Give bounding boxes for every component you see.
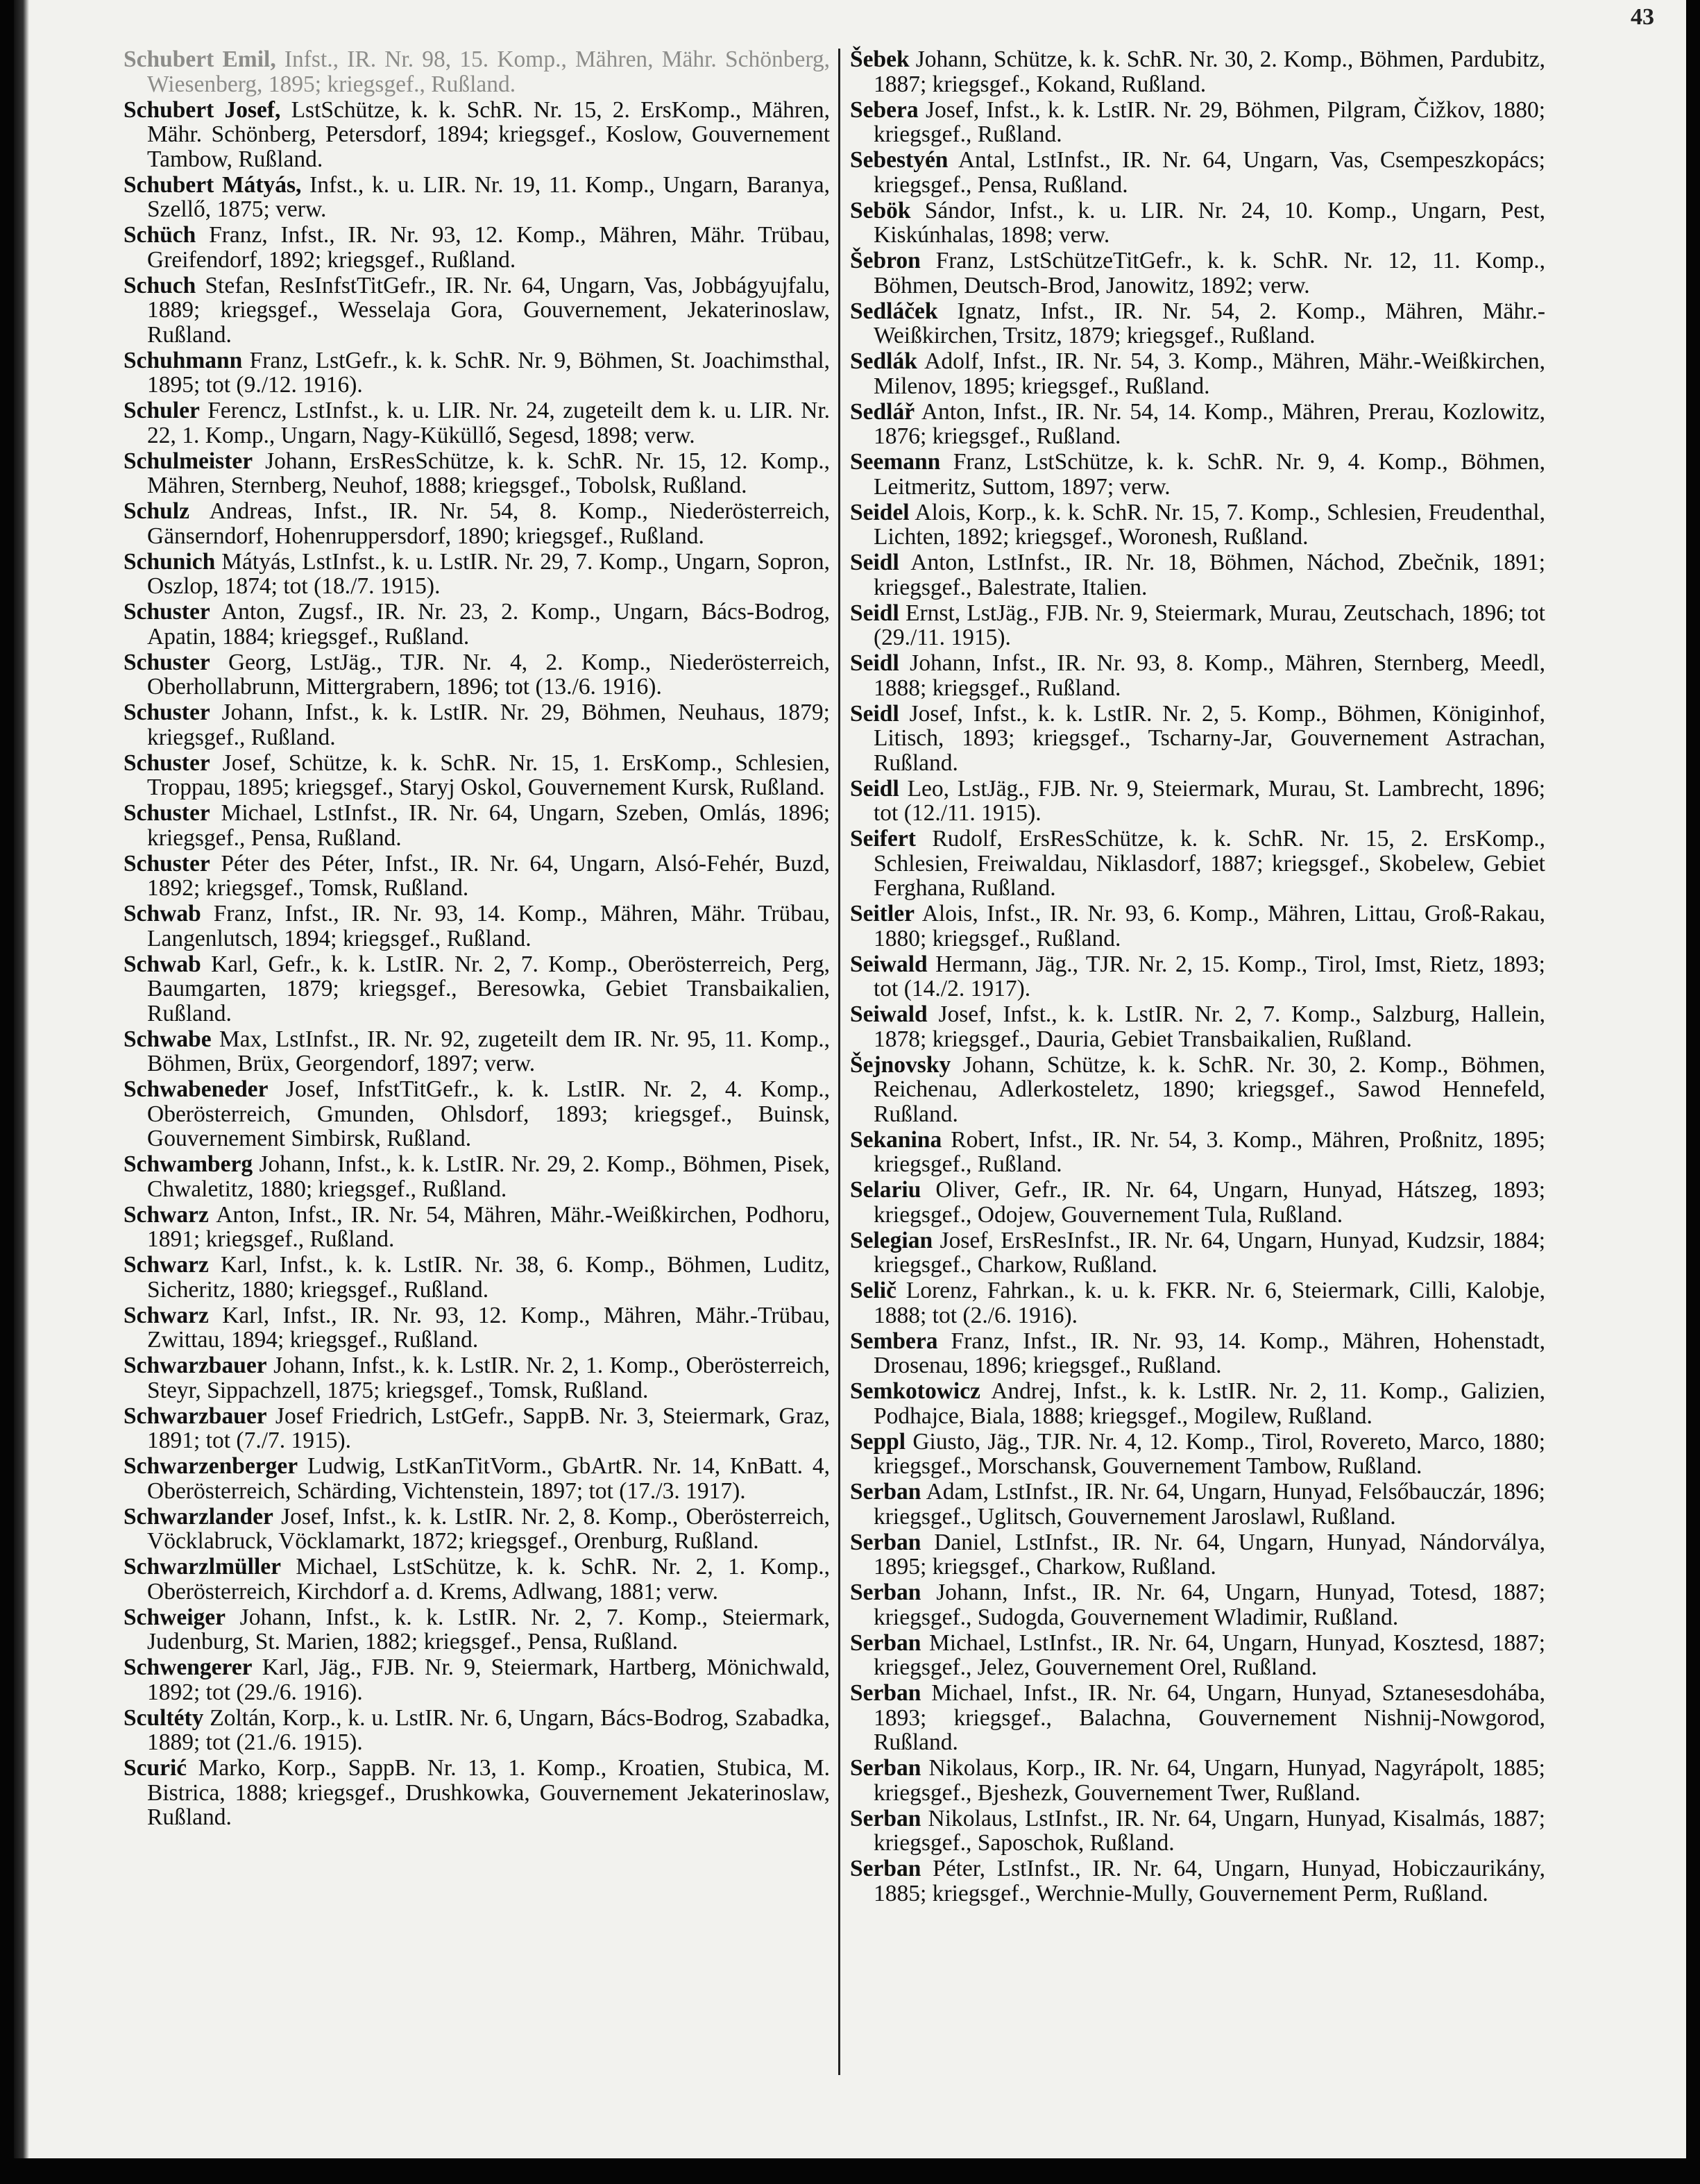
entry-surname: Schuhmann [124,347,243,373]
entry-details: Franz, Infst., IR. Nr. 93, 12. Komp., Mähren, Mähr. Trübau, Greifendorf, 1892; kriegsgef., Rußland. [147,222,830,273]
entry-surname: Schwamberg [124,1151,253,1177]
register-entry [124,600,830,649]
entry-surname: Sebera [850,96,919,123]
entry-surname: Schwarzlander [124,1503,273,1530]
register-entry [124,1454,830,1503]
entry-details: Johann, Infst., k. k. LstIR. Nr. 29, 2. Komp., Böhmen, Pisek, Chwaletitz, 1880; kriegsgef., Rußland. [147,1151,831,1202]
register-entry [124,348,830,398]
page-edge-shadow [14,0,29,2158]
entry-surname: Seidl [850,550,899,575]
entry-surname: Serban [850,1479,921,1505]
register-entry [850,1329,1545,1378]
entry-surname: Serban [850,1680,921,1706]
entry-details: Johann, Infst., IR. Nr. 64, Ungarn, Hunyad, Totesd, 1887; kriegsgef., Sudogda, Gouvernement Wladimir, Rußland. [874,1580,1546,1630]
entry-surname: Seemann [850,449,941,475]
entry-details: Daniel, LstInfst., IR. Nr. 64, Ungarn, Hunyad, Nándorválya, 1895; kriegsgef., Charkow, Rußland. [874,1529,1545,1580]
register-entry [850,1530,1545,1580]
entry-details: Leo, LstJäg., FJB. Nr. 9, Steiermark, Murau, St. Lambrecht, 1896; tot (12./11. 1915). [874,775,1545,826]
entry-details: Franz, Infst., IR. Nr. 93, 14. Komp., Mähren, Hohenstadt, Drosenau, 1896; kriegsgef., Rußland. [874,1328,1545,1378]
register-entry [124,550,830,599]
entry-details: Péter des Péter, Infst., IR. Nr. 64, Ungarn, Alsó-Fehér, Buzd, 1892; kriegsgef., Tomsk, Rußland. [147,850,831,901]
register-entry [850,148,1545,197]
entry-details: Michael, LstSchütze, k. k. SchR. Nr. 2, 1. Komp., Oberösterreich, Kirchdorf a. d. Krems, Adlwang, 1881; verw. [147,1554,830,1605]
entry-details: Max, LstInfst., IR. Nr. 92, zugeteilt dem IR. Nr. 95, 11. Komp., Böhmen, Brüx, Georgendorf, 1897; verw. [147,1026,831,1076]
entry-details: Nikolaus, LstInfst., IR. Nr. 64, Ungarn, Hunyad, Kisalmás, 1887; kriegsgef., Saposchok, Rußland. [874,1805,1545,1856]
register-entry [850,299,1545,348]
entry-surname: Schwab [124,901,201,926]
entry-details: Marko, Korp., SappB. Nr. 13, 1. Komp., Kroatien, Stubica, M. Bistrica, 1888; kriegsgef., Drushkowka, Gouvernement Jekaterinoslaw, Rußland. [147,1755,830,1830]
entry-surname: Seitler [850,901,915,926]
entry-details: Josef, Infst., k. k. LstIR. Nr. 29, Böhmen, Pilgram, Čižkov, 1880; kriegsgef., Rußland. [874,96,1546,147]
entry-details: Nikolaus, Korp., IR. Nr. 64, Ungarn, Hunyad, Nagyrápolt, 1885; kriegsgef., Bjeshezk, Gouvernement Twer, Rußland. [874,1755,1545,1806]
entry-details: Karl, Gefr., k. k. LstIR. Nr. 2, 7. Komp., Oberösterreich, Perg, Baumgarten, 1879; kriegsgef., Beresowka, Gebiet Transbaikalien, Rußland. [147,951,830,1026]
entry-surname: Šejnovsky [850,1051,951,1078]
entry-surname: Selariu [850,1177,921,1203]
entry-details: Franz, LstSchütze, k. k. SchR. Nr. 9, 4. Komp., Böhmen, Leitmeritz, Suttom, 1897; verw. [874,449,1546,500]
register-entry [850,901,1545,951]
entry-details: Andreas, Infst., IR. Nr. 54, 8. Komp., Niederösterreich, Gänserndorf, Hohenruppersdorf, 1890; kriegsgef., Rußland. [147,498,830,549]
register-entry [850,550,1545,600]
register-entry [124,449,830,498]
register-entry [124,1027,830,1076]
entry-details: Karl, Infst., k. k. LstIR. Nr. 38, 6. Komp., Böhmen, Luditz, Sicheritz, 1880; kriegsgef., Rußland. [147,1252,830,1303]
register-entry [850,601,1545,650]
register-entry [124,952,830,1026]
entry-surname: Seiwald [850,951,928,977]
entry-details: Josef, ErsResInfst., IR. Nr. 64, Ungarn, Hunyad, Kudzsir, 1884; kriegsgef., Charkow, Rußland. [874,1227,1546,1278]
entry-details: Zoltán, Korp., k. u. LstIR. Nr. 6, Ungarn, Bács-Bodrog, Szabadka, 1889; tot (21./6. 1915). [147,1704,831,1755]
entry-surname: Schwabe [124,1026,212,1052]
entry-surname: Schuster [124,850,210,877]
entry-details: Mátyás, LstInfst., k. u. LstIR. Nr. 29, 7. Komp., Ungarn, Sopron, Oszlop, 1874; tot (18./7. 1915). [147,548,830,599]
register-entry [124,1152,830,1201]
register-entry [124,398,830,448]
register-entry [850,400,1545,449]
entry-details: Michael, LstInfst., IR. Nr. 64, Ungarn, Hunyad, Kosztesd, 1887; kriegsgef., Jelez, Gouvernement Orel, Rußland. [874,1629,1546,1680]
entry-details: Johann, Schütze, k. k. SchR. Nr. 30, 2. Komp., Böhmen, Reichenau, Adlerkosteletz, 1890; kriegsgef., Sawod Hennefeld, Rußland. [874,1051,1546,1127]
entry-surname: Šebek [850,46,910,72]
entry-surname: Schweiger [124,1604,226,1630]
entry-surname: Serban [850,1529,921,1555]
register-entry [124,273,830,348]
entry-details: Alois, Korp., k. k. SchR. Nr. 15, 7. Komp., Schlesien, Freudenthal, Lichten, 1892; kriegsgef., Woronesh, Rußland. [874,499,1545,550]
register-entry [850,651,1545,700]
entry-details: Josef, Infst., k. k. LstIR. Nr. 2, 7. Komp., Salzburg, Hallein, 1878; kriegsgef., Dauria, Gebiet Transbaikalien, Rußland. [874,1001,1545,1052]
entry-details: Johann, Schütze, k. k. SchR. Nr. 30, 2. Komp., Böhmen, Pardubitz, 1887; kriegsgef., Kokand, Rußland. [874,46,1545,97]
register-entry [850,1430,1545,1479]
entry-surname: Sedlák [850,348,917,374]
entry-surname: Serban [850,1755,921,1781]
entry-details: Giusto, Jäg., TJR. Nr. 4, 12. Komp., Tirol, Rovereto, Marco, 1880; kriegsgef., Morschansk, Gouvernement Tambow, Rußland. [874,1428,1546,1479]
entry-details: Franz, LstGefr., k. k. SchR. Nr. 9, Böhmen, St. Joachimsthal, 1895; tot (9./12. 1916). [147,347,830,398]
entry-details: Ludwig, LstKanTitVorm., GbArtR. Nr. 14, KnBatt. 4, Oberösterreich, Schärding, Vichtenstein, 1897; tot (17./3. 1917). [147,1453,830,1504]
right-column [850,47,1545,1907]
register-entry [124,1077,830,1151]
entry-details: Anton, Zugsf., IR. Nr. 23, 2. Komp., Ungarn, Bács-Bodrog, Apatin, 1884; kriegsgef., Rußland. [147,599,830,650]
register-entry [124,650,830,700]
entry-surname: Schuler [124,398,200,423]
register-entry [124,173,830,222]
entry-details: Rudolf, ErsResSchütze, k. k. SchR. Nr. 15, 2. ErsKomp., Schlesien, Freiwaldau, Niklasdorf, 1887; kriegsgef., Skobelew, Gebiet Ferghana, Rußland. [874,826,1546,901]
register-entry [124,751,830,800]
entry-surname: Serban [850,1856,921,1881]
entry-details: Alois, Infst., IR. Nr. 93, 6. Komp., Mähren, Littau, Groß-Rakau, 1880; kriegsgef., Rußland. [874,901,1545,951]
register-entry [850,1379,1545,1428]
entry-details: Johann, Infst., k. k. LstIR. Nr. 2, 1. Komp., Oberösterreich, Steyr, Sippachzell, 1875; kriegsgef., Tomsk, Rußland. [147,1353,831,1403]
register-entry [124,1706,830,1755]
entry-surname: Selegian [850,1227,933,1253]
entry-surname: Scultéty [124,1704,204,1731]
entry-details: Adam, LstInfst., IR. Nr. 64, Ungarn, Hunyad, Felsőbauczár, 1896; kriegsgef., Uglitsch, Gouvernement Jaroslawl, Rußland. [874,1479,1545,1530]
entry-surname: Schuster [124,649,210,675]
register-entry [850,702,1545,776]
entry-surname: Schwarz [124,1302,209,1328]
register-entry [124,1353,830,1403]
register-entry [850,1756,1545,1805]
left-column [124,47,830,1831]
entry-details: Johann, Infst., k. k. LstIR. Nr. 2, 7. Komp., Steiermark, Judenburg, St. Marien, 1882; kriegsgef., Pensa, Rußland. [147,1604,831,1654]
entry-surname: Seppl [850,1428,906,1455]
entry-surname: Serban [850,1805,921,1831]
register-entry [850,1856,1545,1906]
register-entry [850,500,1545,550]
register-entry [124,47,830,96]
entry-surname: Sebestyén [850,147,949,173]
entry-surname: Schwarzbauer [124,1353,267,1378]
entry-surname: Schwarz [124,1252,209,1278]
entry-surname: Seidl [850,650,899,676]
entry-details: Michael, Infst., IR. Nr. 64, Ungarn, Hunyad, Sztanesesdohába, 1893; kriegsgef., Balachna, Gouvernement Nishnij-Nowgorod, Rußland. [874,1680,1546,1755]
entry-details: Josef Friedrich, LstGefr., SappB. Nr. 3, Steiermark, Graz, 1891; tot (7./7. 1915). [147,1403,830,1453]
entry-surname: Schwarzenberger [124,1453,298,1479]
register-entry [124,901,830,951]
entry-details: Josef, Schütze, k. k. SchR. Nr. 15, 1. ErsKomp., Schlesien, Troppau, 1895; kriegsgef., Staryj Oskol, Gouvernement Kursk, Rußland. [147,750,830,800]
entry-surname: Sebök [850,197,911,223]
register-entry [124,1303,830,1353]
register-entry [850,1631,1545,1680]
register-entry [124,1253,830,1302]
entry-surname: Seidl [850,600,899,626]
register-entry [850,47,1545,96]
entry-details: Oliver, Gefr., IR. Nr. 64, Ungarn, Hunyad, Hátszeg, 1893; kriegsgef., Odojew, Gouvernement Tula, Rußland. [874,1177,1545,1228]
entry-surname: Schwarzlmüller [124,1554,282,1580]
entry-details: Hermann, Jäg., TJR. Nr. 2, 15. Komp., Tirol, Imst, Rietz, 1893; tot (14./2. 1917). [874,951,1545,1001]
register-entry [850,1480,1545,1529]
entry-details: Anton, Infst., IR. Nr. 54, 14. Komp., Mähren, Prerau, Kozlowitz, 1876; kriegsgef., Rußland. [874,398,1546,449]
entry-surname: Schwabeneder [124,1076,269,1102]
entry-details: Infst., k. u. LIR. Nr. 19, 11. Komp., Ungarn, Baranya, Szellő, 1875; verw. [147,171,830,222]
entry-surname: Schuster [124,800,210,826]
entry-surname: Schuch [124,272,196,298]
register-entry [850,1278,1545,1328]
entry-details: Johann, Infst., IR. Nr. 93, 8. Komp., Mähren, Sternberg, Meedl, 1888; kriegsgef., Rußland. [874,650,1545,701]
entry-surname: Schulmeister [124,448,253,474]
register-entry [850,1806,1545,1856]
document-page [14,0,1686,2158]
register-entry [124,1756,830,1830]
register-entry [124,223,830,272]
entry-details: Anton, LstInfst., IR. Nr. 18, Böhmen, Náchod, Zbečnik, 1891; kriegsgef., Balestrate, Italien. [874,550,1545,600]
register-entry [850,1128,1545,1177]
register-entry [850,1178,1545,1227]
entry-surname: Sembera [850,1328,938,1354]
entry-surname: Sedláček [850,298,938,324]
register-entry [124,1505,830,1554]
entry-surname: Seidl [850,700,899,727]
register-entry [124,1404,830,1453]
entry-details: Infst., IR. Nr. 98, 15. Komp., Mähren, Mähr. Schönberg, Wiesenberg, 1895; kriegsgef., Rußland. [147,46,831,97]
register-entry [124,801,830,850]
entry-surname: Semkotowicz [850,1378,980,1404]
entry-surname: Schubert Mátyás, [124,171,302,198]
entry-surname: Seidel [850,499,910,525]
entry-details: Karl, Infst., IR. Nr. 93, 12. Komp., Mähren, Mähr.-Trübau, Zwittau, 1894; kriegsgef., Rußland. [147,1302,831,1353]
entry-details: LstSchütze, k. k. SchR. Nr. 15, 2. ErsKomp., Mähren, Mähr. Schönberg, Petersdorf, 1894; kriegsgef., Koslow, Gouvernement Tambow, Rußland. [147,96,830,172]
register-entry [850,827,1545,901]
entry-details: Franz, Infst., IR. Nr. 93, 14. Komp., Mähren, Mähr. Trübau, Langenlutsch, 1894; kriegsgef., Rußland. [147,901,831,951]
entry-details: Lorenz, Fahrkan., k. u. k. FKR. Nr. 6, Steiermark, Cilli, Kalobje, 1888; tot (2./6. 1916). [874,1278,1546,1328]
entry-surname: Schulz [124,498,189,524]
entry-surname: Seidl [850,775,899,802]
entry-details: Josef, Infst., k. k. LstIR. Nr. 2, 8. Komp., Oberösterreich, Vöcklabruck, Vöcklamarkt, 1872; kriegsgef., Orenburg, Rußland. [147,1503,831,1554]
entry-details: Georg, LstJäg., TJR. Nr. 4, 2. Komp., Niederösterreich, Oberhollabrunn, Mittergrabern, 1896; tot (13./6. 1916). [147,649,831,700]
entry-surname: Schubert Josef, [124,96,281,123]
entry-details: Michael, LstInfst., IR. Nr. 64, Ungarn, Szeben, Omlás, 1896; kriegsgef., Pensa, Rußland. [147,800,831,851]
entry-surname: Schunich [124,548,216,575]
entry-details: Johann, Infst., k. k. LstIR. Nr. 29, Böhmen, Neuhaus, 1879; kriegsgef., Rußland. [147,700,830,750]
entry-details: Ignatz, Infst., IR. Nr. 54, 2. Komp., Mähren, Mähr.-Weißkirchen, Trsitz, 1879; kriegsgef., Rußland. [874,298,1545,348]
register-entry [124,700,830,750]
entry-details: Josef, Infst., k. k. LstIR. Nr. 2, 5. Komp., Böhmen, Königinhof, Litisch, 1893; kriegsgef., Tscharny-Jar, Gouvernement Astrachan, Rußland. [874,700,1546,776]
register-entry [124,852,830,901]
entry-surname: Schwab [124,951,201,977]
entry-details: Péter, LstInfst., IR. Nr. 64, Ungarn, Hunyad, Hobiczaurikány, 1885; kriegsgef., Werchnie-Mully, Gouvernement Perm, Rußland. [874,1856,1545,1906]
register-entry [850,98,1545,147]
register-entry [850,450,1545,499]
register-entry [850,1681,1545,1755]
entry-surname: Selič [850,1278,896,1303]
register-entry [124,1555,830,1604]
entry-surname: Schuster [124,750,210,776]
register-entry [850,248,1545,298]
register-entry [124,499,830,548]
register-entry [850,1228,1545,1278]
register-entry [124,1605,830,1654]
entry-surname: Serban [850,1629,921,1656]
register-entry [850,1580,1545,1629]
register-entry [850,1053,1545,1127]
entry-details: Karl, Jäg., FJB. Nr. 9, Steiermark, Hartberg, Mönichwald, 1892; tot (29./6. 1916). [147,1654,830,1705]
register-entry [850,1002,1545,1051]
entry-surname: Seifert [850,826,916,852]
register-entry [850,952,1545,1001]
entry-surname: Sekanina [850,1126,942,1153]
entry-surname: Schwarz [124,1201,209,1228]
entry-details: Ferencz, LstInfst., k. u. LIR. Nr. 24, zugeteilt dem k. u. LIR. Nr. 22, 1. Komp., Ungarn, Nagy-Küküllő, Segesd, 1898; verw. [147,398,830,448]
entry-surname: Seiwald [850,1001,928,1027]
entry-details: Adolf, Infst., IR. Nr. 54, 3. Komp., Mähren, Mähr.-Weißkirchen, Milenov, 1895; kriegsgef., Rußland. [874,348,1545,399]
entry-surname: Schuster [124,599,210,625]
entry-surname: Schwengerer [124,1654,253,1680]
entry-surname: Schwarzbauer [124,1403,267,1429]
register-entry [124,1203,830,1252]
register-entry [850,198,1545,248]
entry-details: Antal, LstInfst., IR. Nr. 64, Ungarn, Vas, Csempeszkopács; kriegsgef., Pensa, Rußland. [874,147,1545,198]
entry-surname: Schubert Emil, [124,46,276,72]
entry-details: Andrej, Infst., k. k. LstIR. Nr. 2, 11. Komp., Galizien, Podhajce, Biala, 1888; kriegsgef., Mogilew, Rußland. [874,1378,1545,1429]
entry-surname: Schuster [124,700,210,725]
entry-surname: Šebron [850,248,921,273]
entry-details: Ernst, LstJäg., FJB. Nr. 9, Steiermark, Murau, Zeutschach, 1896; tot (29./11. 1915). [874,600,1545,650]
entry-details: Josef, InfstTitGefr., k. k. LstIR. Nr. 2, 4. Komp., Oberösterreich, Gmunden, Ohlsdorf, 1893; kriegsgef., Buinsk, Gouvernement Simbirsk, Rußland. [147,1076,830,1151]
register-entry [850,777,1545,826]
entry-surname: Sedlář [850,398,915,425]
entry-details: Anton, Infst., IR. Nr. 54, Mähren, Mähr.-Weißkirchen, Podhoru, 1891; kriegsgef., Rußland. [147,1201,830,1252]
entry-surname: Schüch [124,222,196,248]
register-entry [124,98,830,172]
register-entry [850,349,1545,398]
register-entry [124,1655,830,1704]
entry-details: Stefan, ResInfstTitGefr., IR. Nr. 64, Ungarn, Vas, Jobbágyujfalu, 1889; kriegsgef., Wesselaja Gora, Gouvernement, Jekaterinoslaw, Rußland. [147,272,830,348]
entry-surname: Serban [850,1580,921,1605]
entry-details: Robert, Infst., IR. Nr. 54, 3. Komp., Mähren, Proßnitz, 1895; kriegsgef., Rußland. [874,1126,1546,1177]
entry-details: Sándor, Infst., k. u. LIR. Nr. 24, 10. Komp., Ungarn, Pest, Kiskúnhalas, 1898; verw. [874,197,1546,248]
entry-details: Johann, ErsResSchütze, k. k. SchR. Nr. 15, 12. Komp., Mähren, Sternberg, Neuhof, 1888; kriegsgef., Tobolsk, Rußland. [147,448,831,498]
page-number: 43 [1631,4,1654,30]
entry-details: Franz, LstSchützeTitGefr., k. k. SchR. Nr. 12, 11. Komp., Böhmen, Deutsch-Brod, Janowitz, 1892; verw. [874,248,1545,298]
column-divider [838,49,840,2075]
entry-surname: Scurić [124,1755,187,1781]
